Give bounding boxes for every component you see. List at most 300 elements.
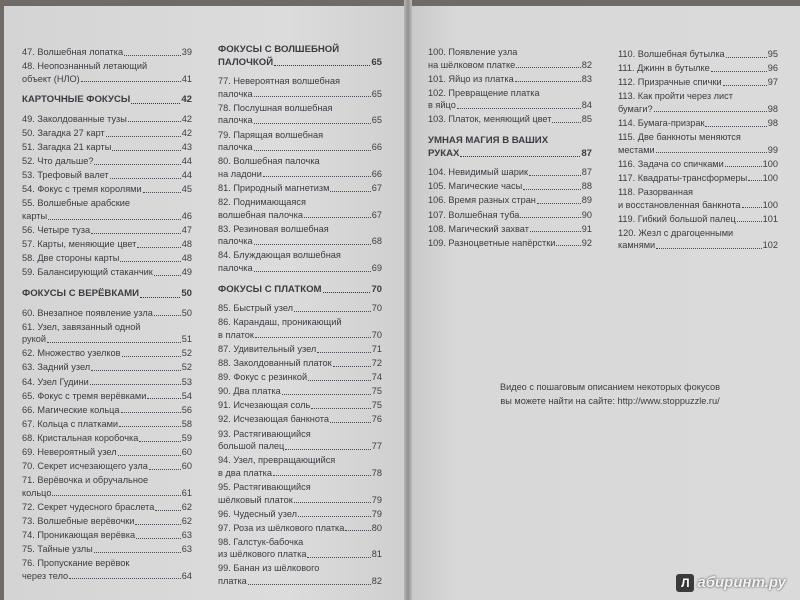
toc-entry-title: 111. Джинн в бутылке (618, 63, 710, 74)
toc-page-number: 41 (181, 73, 192, 84)
toc-entry-title: местами (618, 144, 655, 155)
toc-entry-title: и восстановленная банкнота (618, 199, 741, 210)
toc-page-number: 42 (181, 127, 192, 138)
toc-entry (428, 223, 592, 236)
toc-leader-dots (274, 65, 370, 66)
toc-entry (618, 227, 778, 252)
toc-leader-dots (460, 156, 580, 157)
toc-leader-dots (311, 408, 370, 409)
toc-entry (22, 501, 192, 514)
toc-leader-dots (537, 203, 581, 204)
toc-entry-title: 61. Узел, завязанный одной (22, 321, 141, 332)
toc-leader-dots (118, 455, 181, 456)
toc-entry-title: в платок (218, 329, 254, 340)
toc-entry (218, 481, 382, 506)
toc-entry-title: на ладони (218, 168, 262, 179)
toc-page-number: 65 (371, 115, 382, 126)
toc-entry (22, 390, 192, 403)
toc-page-number: 59 (181, 432, 192, 443)
toc-entry (218, 562, 382, 587)
toc-section-heading (22, 94, 192, 107)
toc-leader-dots (556, 245, 580, 246)
toc-entry-title: платка (218, 576, 247, 587)
toc-leader-dots (656, 152, 767, 153)
toc-entry (218, 316, 382, 341)
toc-entry (428, 209, 592, 222)
toc-page-number: 66 (371, 168, 382, 179)
toc-entry (218, 385, 382, 398)
toc-entry (22, 46, 192, 59)
toc-entry-title: 68. Кристальная коробочка (22, 432, 139, 443)
toc-leader-dots (515, 81, 581, 82)
toc-page-number: 102 (762, 240, 778, 251)
toc-entry-title: ФОКУСЫ С ПЛАТКОМ (218, 283, 322, 295)
toc-leader-dots (254, 244, 371, 245)
toc-entry (22, 141, 192, 154)
toc-leader-dots (124, 55, 181, 56)
toc-entry (22, 183, 192, 196)
toc-leader-dots (457, 108, 581, 109)
toc-page-number: 50 (181, 288, 192, 299)
toc-entry-title: 57. Карты, меняющие цвет (22, 239, 137, 250)
toc-page-number: 70 (371, 283, 382, 295)
watermark-text: абиринт.ру (697, 573, 786, 591)
toc-leader-dots (742, 207, 762, 208)
toc-page-number: 100 (762, 199, 778, 210)
toc-leader-dots (317, 352, 371, 353)
toc-entry-title: 58. Две стороны карты (22, 253, 120, 264)
toc-entry (618, 172, 778, 185)
toc-page-number: 76 (371, 414, 382, 425)
toc-leader-dots (131, 103, 180, 104)
toc-entry (218, 522, 382, 535)
toc-entry-title: 87. Удивительный узел (218, 343, 317, 354)
toc-entry (218, 536, 382, 561)
toc-entry (218, 357, 382, 370)
toc-entry (218, 249, 382, 274)
toc-page-number: 100 (762, 172, 778, 183)
toc-leader-dots (523, 189, 581, 190)
toc-page-number: 42 (181, 94, 192, 106)
toc-entry (22, 529, 192, 542)
toc-entry-title: 108. Магический захват (428, 223, 529, 234)
toc-entry (428, 237, 592, 250)
toc-column-4 (618, 48, 778, 253)
toc-page-number: 82 (371, 576, 382, 587)
toc-entry-title: 120. Жезл с драгоценными (618, 227, 734, 238)
toc-page-number: 52 (181, 362, 192, 373)
toc-entry-title: 50. Загадка 27 карт (22, 127, 105, 138)
toc-leader-dots (304, 217, 371, 218)
toc-entry-title: 102. Превращение платка (428, 87, 540, 98)
toc-page-number: 65 (371, 88, 382, 99)
toc-entry (22, 361, 192, 374)
toc-entry (22, 432, 192, 445)
toc-leader-dots (122, 356, 181, 357)
toc-page-number: 77 (371, 441, 382, 452)
toc-entry (218, 155, 382, 180)
toc-page-number: 85 (581, 114, 592, 125)
toc-entry (428, 166, 592, 179)
video-note (470, 380, 750, 408)
toc-entry-title: 100. Появление узла (428, 47, 518, 57)
toc-entry (428, 46, 592, 71)
toc-page-number: 50 (181, 307, 192, 318)
toc-page-number: 100 (762, 158, 778, 169)
toc-leader-dots (654, 111, 767, 112)
toc-entry-title: 49. Заколдованные тузы (22, 113, 127, 124)
toc-page-number: 66 (371, 142, 382, 153)
toc-entry-title: 97. Роза из шёлкового платка (218, 522, 345, 533)
toc-entry-title: 79. Парящая волшебная (218, 129, 324, 140)
toc-entry (22, 474, 192, 499)
toc-leader-dots (112, 150, 180, 151)
toc-entry-title: 59. Балансирующий стаканчик (22, 267, 153, 278)
toc-page-number: 72 (371, 358, 382, 369)
toc-page-number: 83 (581, 73, 592, 84)
toc-entry-title: 113. Как пройти через лист (618, 91, 733, 102)
toc-leader-dots (516, 67, 581, 68)
toc-entry (218, 102, 382, 127)
toc-leader-dots (121, 412, 181, 413)
toc-entry-title: ФОКУСЫ С ВЕРЁВКАМИ (22, 288, 140, 299)
toc-entry-title: 65. Фокус с тремя верёвками (22, 390, 147, 401)
toc-entry-title: палочка (218, 263, 253, 273)
toc-entry-title: волшебная палочка (218, 209, 303, 220)
toc-leader-dots (128, 121, 181, 122)
toc-page-number: 78 (371, 467, 382, 478)
toc-entry-title: 119. Гибкий большой палец (618, 213, 736, 224)
toc-entry-title: объект (НЛО) (22, 73, 80, 84)
toc-entry-title: 105. Магические часы (428, 181, 523, 192)
toc-entry (22, 418, 192, 431)
toc-entry-title: 101. Яйцо из платка (428, 73, 514, 84)
toc-leader-dots (135, 524, 180, 525)
toc-page-number: 68 (371, 236, 382, 247)
toc-leader-dots (149, 469, 181, 470)
toc-page-number: 67 (371, 209, 382, 220)
toc-entry (218, 428, 382, 453)
toc-entry-title: 52. Что дальше? (22, 156, 94, 167)
toc-column-3 (428, 46, 592, 251)
toc-entry-title: 63. Задний узел (22, 362, 91, 373)
toc-entry-title: 104. Невидимый шарик (428, 167, 529, 178)
toc-entry (428, 113, 592, 126)
toc-entry-title: кольцо (22, 487, 52, 498)
toc-leader-dots (294, 311, 371, 312)
toc-entry-title: 51. Загадка 21 карты (22, 142, 112, 153)
toc-entry (218, 371, 382, 384)
toc-page-number: 80 (371, 522, 382, 533)
toc-entry (218, 302, 382, 315)
toc-page-number: 49 (181, 267, 192, 278)
toc-page-number: 101 (762, 213, 778, 224)
toc-entry-title: 73. Волшебные верёвочки (22, 516, 135, 526)
toc-leader-dots (273, 475, 371, 476)
toc-leader-dots (143, 192, 181, 193)
toc-page-number: 64 (181, 570, 192, 581)
toc-page-number: 54 (181, 390, 192, 401)
toc-entry (22, 321, 192, 346)
toc-entry-title: палочка (218, 88, 253, 99)
toc-entry-title: 48. Неопознанный летающий (22, 61, 148, 72)
toc-entry-title: 99. Банан из шёлкового (218, 563, 320, 574)
toc-entry (22, 127, 192, 140)
toc-entry (218, 75, 382, 100)
toc-page-number: 42 (181, 113, 192, 124)
toc-leader-dots (723, 85, 767, 86)
toc-entry-title: палочка (218, 115, 253, 126)
toc-page-number: 60 (181, 447, 192, 458)
toc-page-number: 39 (181, 47, 192, 57)
toc-entry-title: 81. Природный магнетизм (218, 182, 330, 193)
toc-leader-dots (154, 315, 181, 316)
toc-entry (618, 117, 778, 130)
toc-entry (618, 213, 778, 226)
toc-leader-dots (323, 292, 371, 293)
toc-entry-title: через тело (22, 570, 69, 581)
toc-entry-title: 78. Послушная волшебная (218, 102, 333, 113)
toc-entry (22, 404, 192, 417)
toc-leader-dots (529, 175, 581, 176)
toc-leader-dots (298, 516, 371, 517)
toc-leader-dots (263, 176, 371, 177)
toc-column-2 (218, 44, 382, 589)
watermark (676, 574, 786, 592)
toc-entry (618, 158, 778, 171)
toc-entry (22, 557, 192, 582)
toc-page-number: 44 (181, 156, 192, 167)
toc-page-number: 75 (371, 386, 382, 397)
toc-entry-title: 89. Фокус с резинкой (218, 372, 308, 383)
toc-page-number: 62 (181, 501, 192, 512)
toc-leader-dots (136, 538, 181, 539)
toc-entry (428, 87, 592, 112)
toc-page-number: 97 (767, 77, 778, 88)
toc-section-heading (218, 284, 382, 297)
toc-leader-dots (94, 164, 180, 165)
toc-column-1 (22, 46, 192, 584)
toc-entry-title: УМНАЯ МАГИЯ В ВАШИХ (428, 135, 549, 147)
toc-entry (22, 307, 192, 320)
toc-entry-title: 70. Секрет исчезающего узла (22, 461, 148, 472)
toc-leader-dots (282, 394, 371, 395)
toc-leader-dots (552, 122, 580, 123)
toc-entry-title: 115. Две банкноты меняются (618, 132, 741, 143)
toc-page-number: 69 (371, 263, 382, 273)
toc-leader-dots (725, 166, 762, 167)
toc-entry-title: 106. Время разных стран (428, 195, 536, 206)
toc-entry-title: 85. Быстрый узел (218, 303, 294, 314)
video-note-line-1: Видео с пошаговым описанием некоторых фокусов (499, 382, 721, 392)
toc-leader-dots (254, 150, 371, 151)
toc-entry-title: 53. Трефовый валет (22, 170, 109, 181)
toc-page-number: 92 (581, 237, 592, 248)
toc-leader-dots (154, 275, 181, 276)
toc-entry-title: РУКАХ (428, 147, 460, 159)
toc-entry (218, 343, 382, 356)
toc-page-number: 79 (371, 508, 382, 519)
toc-entry (22, 238, 192, 251)
toc-leader-dots (140, 297, 180, 298)
toc-page-number: 65 (371, 56, 382, 68)
toc-entry (618, 48, 778, 61)
toc-entry (428, 194, 592, 207)
toc-entry-title: на шёлковом платке (428, 59, 516, 70)
toc-leader-dots (81, 81, 181, 82)
toc-entry (22, 515, 192, 528)
toc-page-number: 61 (181, 487, 192, 498)
toc-leader-dots (737, 221, 762, 222)
toc-leader-dots (91, 233, 181, 234)
toc-entry-title: ПАЛОЧКОЙ (218, 56, 274, 68)
toc-leader-dots (106, 136, 181, 137)
toc-page-number: 75 (371, 400, 382, 411)
toc-page-number: 81 (371, 549, 382, 560)
toc-entry-title: 72. Секрет чудесного браслета (22, 501, 155, 512)
toc-page-number: 84 (581, 100, 592, 111)
toc-leader-dots (254, 271, 371, 272)
toc-leader-dots (48, 219, 181, 220)
toc-entry (22, 224, 192, 237)
toc-entry-title: 62. Множество узелков (22, 348, 121, 359)
toc-leader-dots (330, 422, 371, 423)
toc-entry (22, 169, 192, 182)
toc-leader-dots (155, 510, 180, 511)
toc-section-heading (218, 44, 382, 69)
toc-page-number: 58 (181, 418, 192, 429)
toc-page-number: 47 (181, 225, 192, 236)
toc-leader-dots (137, 247, 180, 248)
toc-page-number: 56 (181, 404, 192, 415)
toc-leader-dots (308, 380, 371, 381)
toc-entry (22, 460, 192, 473)
toc-entry (218, 129, 382, 154)
toc-page-number: 95 (767, 49, 778, 59)
toc-entry-title: в два платка (218, 467, 273, 478)
toc-page-number: 60 (181, 461, 192, 472)
toc-entry-title: 67. Кольца с платками (22, 418, 119, 429)
toc-page-number: 87 (581, 147, 592, 159)
toc-page-number: 70 (371, 329, 382, 340)
toc-entry (618, 131, 778, 156)
toc-page-number: 82 (581, 59, 592, 70)
toc-page-number: 87 (581, 167, 592, 178)
toc-page-number: 46 (181, 211, 192, 222)
toc-entry (22, 155, 192, 168)
toc-entry-title: 54. Фокус с тремя королями (22, 184, 142, 195)
toc-page-number: 43 (181, 142, 192, 153)
toc-page-number: 63 (181, 544, 192, 555)
toc-entry-title: 83. Резиновая волшебная (218, 223, 329, 234)
toc-entry (218, 508, 382, 521)
toc-leader-dots (307, 557, 370, 558)
toc-entry (22, 113, 192, 126)
toc-entry-title: из шёлкового платка (218, 549, 307, 560)
toc-entry-title: КАРТОЧНЫЕ ФОКУСЫ (22, 94, 131, 106)
toc-leader-dots (254, 123, 371, 124)
toc-page-number: 96 (767, 63, 778, 74)
toc-entry-title: бумаги? (618, 103, 653, 114)
toc-entry (618, 62, 778, 75)
toc-leader-dots (47, 342, 181, 343)
toc-entry-title: 86. Карандаш, проникающий (218, 317, 342, 328)
toc-entry (218, 454, 382, 479)
toc-section-heading (22, 288, 192, 301)
toc-page-number: 48 (181, 253, 192, 264)
toc-leader-dots (147, 398, 180, 399)
toc-page-number: 44 (181, 170, 192, 181)
toc-entry-title: 94. Узел, превращающийся (218, 455, 336, 466)
toc-entry (22, 266, 192, 279)
video-note-line-2: вы можете найти на сайте: http://www.stoppuzzle.ru/ (500, 396, 720, 406)
toc-leader-dots (656, 248, 762, 249)
toc-entry-title: 60. Внезапное появление узла (22, 307, 153, 318)
toc-entry-title: большой палец (218, 441, 285, 452)
toc-leader-dots (530, 231, 581, 232)
toc-page-number: 74 (371, 372, 382, 383)
toc-leader-dots (255, 337, 371, 338)
toc-entry-title: 103. Платок, меняющий цвет (428, 114, 552, 125)
toc-entry-title: 75. Тайные узлы (22, 544, 93, 555)
toc-leader-dots (254, 96, 371, 97)
toc-entry (618, 186, 778, 211)
watermark-logo-icon: Л (676, 574, 694, 592)
toc-entry (218, 413, 382, 426)
toc-entry-title: 98. Галстук-бабочка (218, 536, 304, 547)
toc-page-number: 91 (581, 223, 592, 234)
toc-leader-dots (119, 426, 181, 427)
toc-page-number: 90 (581, 209, 592, 220)
toc-page-number: 98 (767, 117, 778, 128)
toc-leader-dots (69, 578, 181, 579)
toc-leader-dots (91, 370, 181, 371)
toc-leader-dots (139, 441, 180, 442)
toc-entry-title: карты (22, 211, 48, 222)
toc-section-heading (428, 135, 592, 160)
toc-entry-title: камнями (618, 240, 656, 251)
toc-entry (22, 60, 192, 85)
toc-entry (22, 376, 192, 389)
toc-entry-title: 55. Волшебные арабские (22, 198, 131, 209)
toc-entry (22, 446, 192, 459)
toc-entry (22, 252, 192, 265)
toc-page-number: 45 (181, 184, 192, 195)
toc-entry-title: 82. Поднимающаяся (218, 197, 306, 208)
toc-page-number: 88 (581, 181, 592, 192)
toc-page-number: 52 (181, 348, 192, 359)
toc-entry-title: 66. Магические кольца (22, 404, 120, 415)
toc-page-number: 79 (371, 494, 382, 505)
toc-leader-dots (726, 57, 767, 58)
toc-entry (428, 73, 592, 86)
toc-entry-title: 56. Четыре туза (22, 225, 91, 236)
toc-entry-title: 96. Чудесный узел (218, 508, 298, 519)
toc-entry-title: 92. Исчезающая банкнота (218, 414, 329, 425)
toc-leader-dots (748, 180, 761, 181)
toc-entry (22, 347, 192, 360)
toc-entry-title: 109. Разноцветные напёрстки (428, 237, 556, 248)
toc-leader-dots (345, 530, 370, 531)
toc-entry-title: 107. Волшебная туба (428, 209, 520, 220)
book-gutter (404, 0, 412, 600)
toc-leader-dots (248, 584, 371, 585)
toc-page-number: 71 (371, 343, 382, 354)
toc-leader-dots (711, 71, 767, 72)
toc-leader-dots (705, 126, 766, 127)
toc-entry-title: 110. Волшебная бутылка (618, 49, 725, 59)
toc-entry (218, 223, 382, 248)
